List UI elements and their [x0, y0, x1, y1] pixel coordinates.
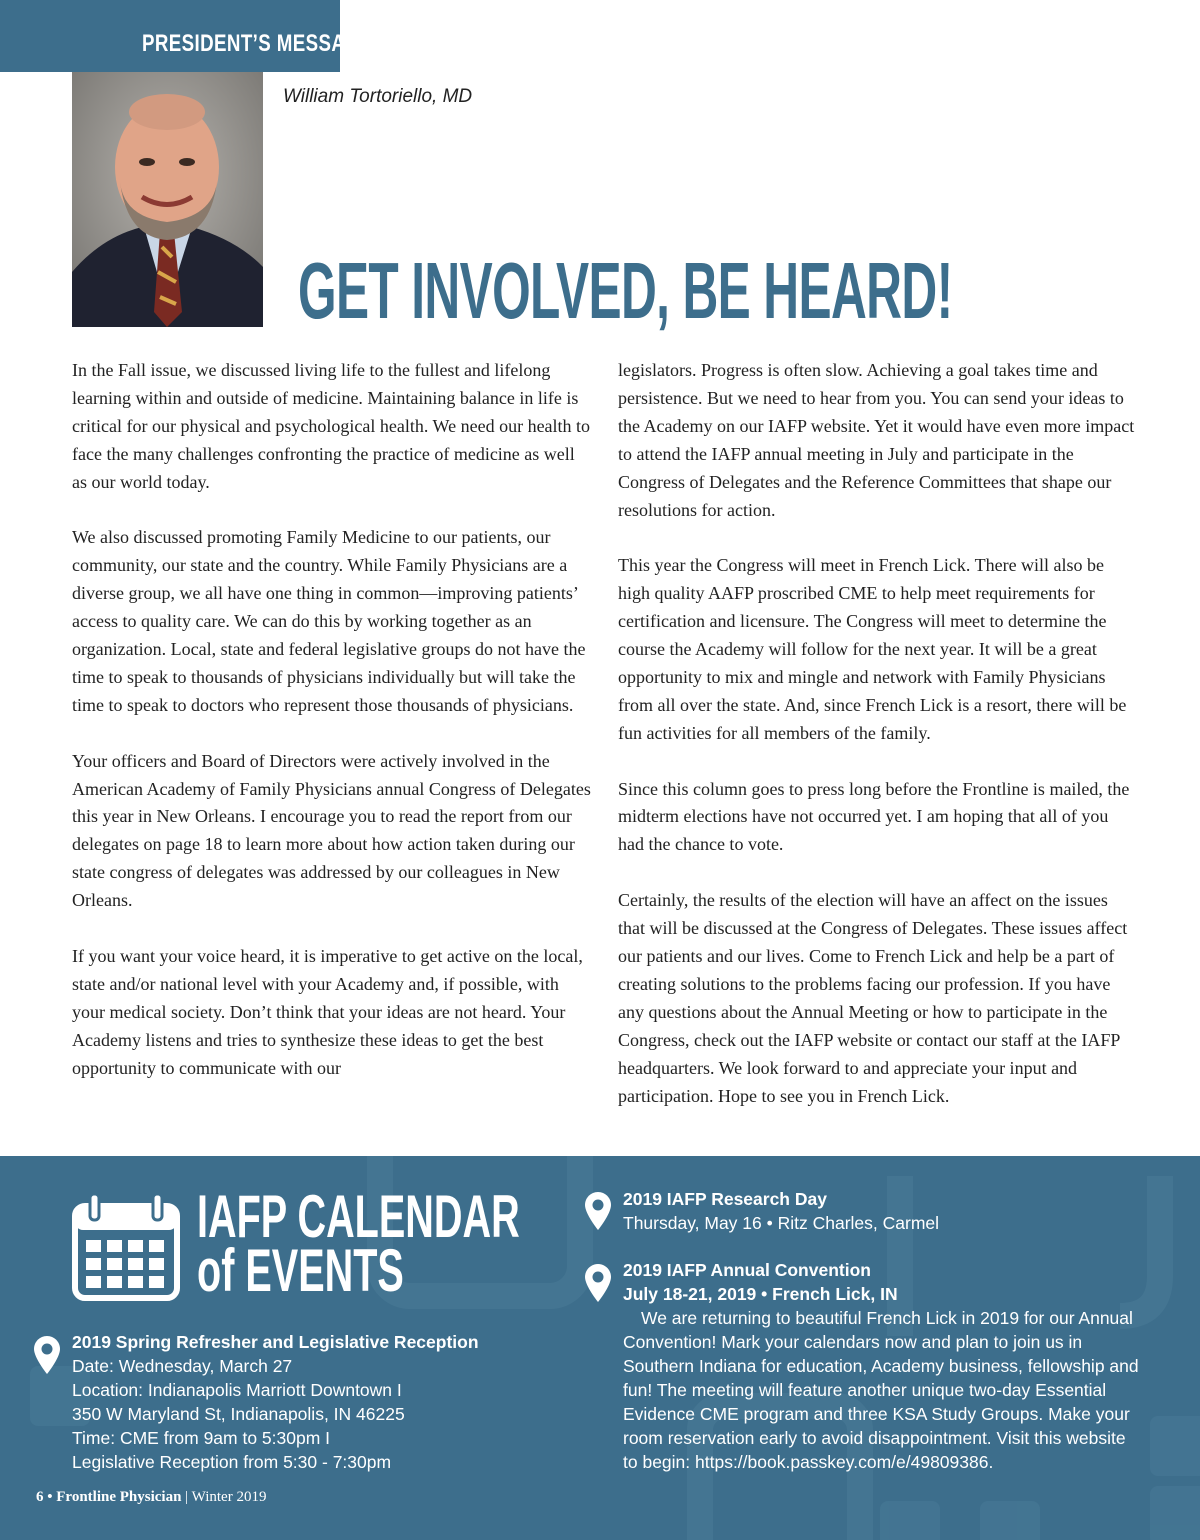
event-title: 2019 IAFP Annual Convention [623, 1260, 871, 1280]
event-detail: Thursday, May 16 • Ritz Charles, Carmel [623, 1213, 940, 1233]
section-tab [0, 0, 374, 72]
event-spring-refresher [72, 1330, 572, 1474]
location-pin-icon [585, 1192, 611, 1235]
publication-name: Frontline Physician [56, 1489, 182, 1505]
paragraph: Your officers and Board of Directors were actively involved in the American Academy of Family Physicians annual Congress of Delegates this year in New Orleans. I encourage you to read the report from our delegates on page 18 to learn more about how action taken during our state congress of delegates was addressed by our colleagues in New Orleans. [72, 750, 591, 911]
author-name: William Tortoriello, MD [283, 86, 473, 107]
event-title: 2019 IAFP Research Day [623, 1189, 827, 1209]
event-annual-convention [623, 1258, 1143, 1474]
section-tab-label: PRESIDENT’S MESSAGE [142, 30, 374, 57]
event-description: We are returning to beautiful French Lick in 2019 for our Annual Convention! Mark your calendars now and plan to join us in Southern Indiana for education, Academy business, fellowship and fun! The meeting will feature another unique two-day Essential Evidence CME program and three KSA Study Groups. Make your room reservation early to avoid disappointment. Visit this website to begin: https://book.passkey.com/e/49809386. [623, 1308, 1139, 1472]
location-pin-icon [34, 1336, 60, 1379]
paragraph: legislators. Progress is often slow. Achieving a goal takes time and persistence. But we need to hear from you. You can send your ideas to the Academy on our IAFP website. Yet it would have even more impact to attend the IAFP annual meeting in July and participate in the Congress of Delegates and the Reference Committees that shape our resolutions for action. [618, 360, 1135, 520]
event-detail: Date: Wednesday, March 27 [72, 1356, 293, 1376]
article-column-right [618, 357, 1138, 1138]
paragraph: In the Fall issue, we discussed living life to the fullest and lifelong learning within and outside of medicine. Maintaining balance in life is critical for our physical and psychological health. We need our health to face the many challenges confronting the practice of medicine as well as our world today. [72, 360, 591, 492]
page-footer: 6 • Frontline Physician | Winter 2019 [36, 1489, 267, 1505]
headline: GET INVOLVED, BE HEARD! [298, 246, 953, 335]
calendar-title-line2: of EVENTS [197, 1237, 404, 1304]
event-detail: 350 W Maryland St, Indianapolis, IN 46225 [72, 1404, 405, 1424]
event-title: 2019 Spring Refresher and Legislative Reception [72, 1332, 479, 1352]
paragraph: This year the Congress will meet in French Lick. There will also be high quality AAFP proscribed CME to help meet requirements for certification and licensure. The Congress will meet to determine the course the Academy will follow for the next year. It will be a great opportunity to mix and mingle and network with Family Physicians from all over the state. And, since French Lick is a resort, there will be fun activities for all members of the family. [618, 555, 1127, 743]
article-column-left [72, 357, 592, 1110]
calendar-title [197, 1183, 520, 1304]
issue-date: Winter 2019 [191, 1489, 267, 1505]
paragraph: Certainly, the results of the election will have an affect on the issues that will be discussed at the Congress of Delegates. These issues affect our patients and our lives. Come to French Lick and help be a part of creating solutions to the problems facing our profession. If you have any questions about the Annual Meeting or how to participate in the Congress, check out the IAFP website or contact our staff at the IAFP headquarters. We look forward to and appreciate your input and participation. Hope to see you in French Lick. [618, 890, 1128, 1106]
paragraph: We also discussed promoting Family Medicine to our patients, our community, our state and the country. While Family Physicians are a diverse group, we all have one thing in common—improving patients’ access to quality care. We can do this by working together as an organization. Local, state and federal legislative groups do not have the time to speak to thousands of physicians individually but will take the time to speak to doctors who represent those thousands of physicians. [72, 527, 586, 715]
event-detail: Legislative Reception from 5:30 - 7:30pm [72, 1452, 392, 1472]
calendar-title-line1: IAFP CALENDAR [197, 1183, 520, 1250]
author-photo [72, 72, 263, 327]
location-pin-icon [585, 1264, 611, 1307]
paragraph: If you want your voice heard, it is imperative to get active on the local, state and/or national level with your Academy and, if possible, with your medical society. Don’t think that your ideas are not heard. Your Academy listens and tries to synthesize these ideas to get the best opportunity to communicate with our [72, 945, 583, 1078]
page-number: 6 [36, 1489, 44, 1505]
paragraph: Since this column goes to press long before the Frontline is mailed, the midterm elections have not occurred yet. I am hoping that all of you had the chance to vote. [618, 778, 1130, 855]
event-detail: Time: CME from 9am to 5:30pm I [72, 1428, 331, 1448]
event-research-day [623, 1187, 1163, 1235]
event-detail: July 18-21, 2019 • French Lick, IN [623, 1284, 898, 1304]
calendar-icon [72, 1192, 180, 1307]
event-detail: Location: Indianapolis Marriott Downtown I [72, 1380, 402, 1400]
